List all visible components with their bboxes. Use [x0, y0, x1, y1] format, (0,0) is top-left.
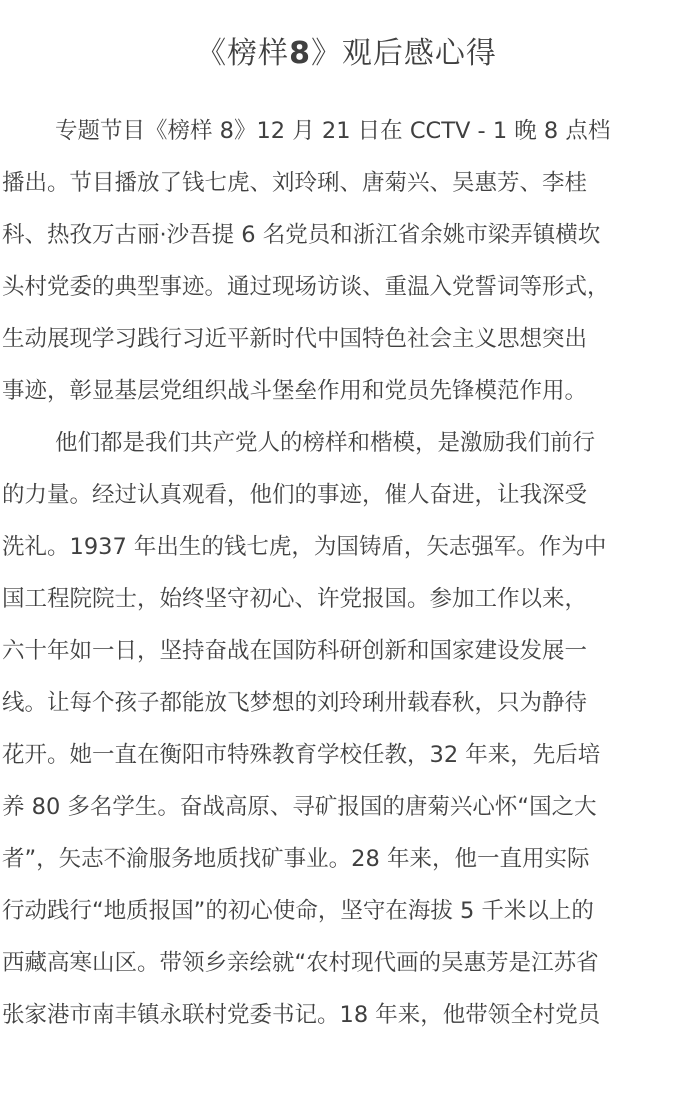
paragraph-1-line-5: 生动展现学习践行习近平新时代中国特色社会主义思想突出 — [2, 326, 588, 352]
paragraph-1-line-1: 专题节目《榜样 8》12 月 21 日在 CCTV - 1 晚 8 点档 — [55, 118, 611, 144]
paragraph-2-line-12: 张家港市南丰镇永联村党委书记。18 年来，他带领全村党员 — [2, 1002, 601, 1028]
title-number: 8 — [289, 36, 311, 71]
paragraph-1-line-3: 科、热孜万古丽·沙吾提 6 名党员和浙江省余姚市梁弄镇横坎 — [2, 222, 601, 248]
paragraph-2-line-2: 的力量。经过认真观看，他们的事迹，催人奋进，让我深受 — [2, 482, 588, 508]
paragraph-2-line-3: 洗礼。1937 年出生的钱七虎，为国铸盾，矢志强军。作为中 — [2, 534, 607, 560]
paragraph-1-line-2: 播出。节目播放了钱七虎、刘玲琍、唐菊兴、吴惠芳、李桂 — [2, 170, 588, 196]
paragraph-2-line-8: 养 80 多名学生。奋战高原、寻矿报国的唐菊兴心怀“国之大 — [2, 794, 597, 820]
paragraph-1-line-6: 事迹，彰显基层党组织战斗堡垒作用和党员先锋模范作用。 — [2, 378, 588, 404]
document-body — [2, 105, 692, 1041]
paragraph-2-line-1: 他们都是我们共产党人的榜样和楷模，是激励我们前行 — [55, 430, 596, 456]
title-prefix: 《榜样 — [196, 36, 290, 71]
paragraph-1-line-4: 头村党委的典型事迹。通过现场访谈、重温入党誓词等形式， — [2, 274, 610, 300]
paragraph-2-line-9: 者”，矢志不渝服务地质找矿事业。28 年来，他一直用实际 — [2, 846, 590, 872]
paragraph-2-line-7: 花开。她一直在衡阳市特殊教育学校任教，32 年来，先后培 — [2, 742, 601, 768]
paragraph-2-line-11: 西藏高寒山区。带领乡亲绘就“农村现代画的吴惠芳是江苏省 — [2, 950, 599, 976]
title-suffix: 》观后感心得 — [310, 36, 497, 71]
paragraph-2-line-4: 国工程院院士，始终坚守初心、许党报国。参加工作以来， — [2, 586, 588, 612]
paragraph-2-line-10: 行动践行“地质报国”的初心使命，坚守在海拔 5 千米以上的 — [2, 898, 594, 924]
paragraph-2-line-6: 线。让每个孩子都能放飞梦想的刘玲琍卅载春秋，只为静待 — [2, 690, 588, 716]
paragraph-2-line-5: 六十年如一日，坚持奋战在国防科研创新和国家建设发展一 — [2, 638, 588, 664]
document-title — [0, 0, 693, 78]
